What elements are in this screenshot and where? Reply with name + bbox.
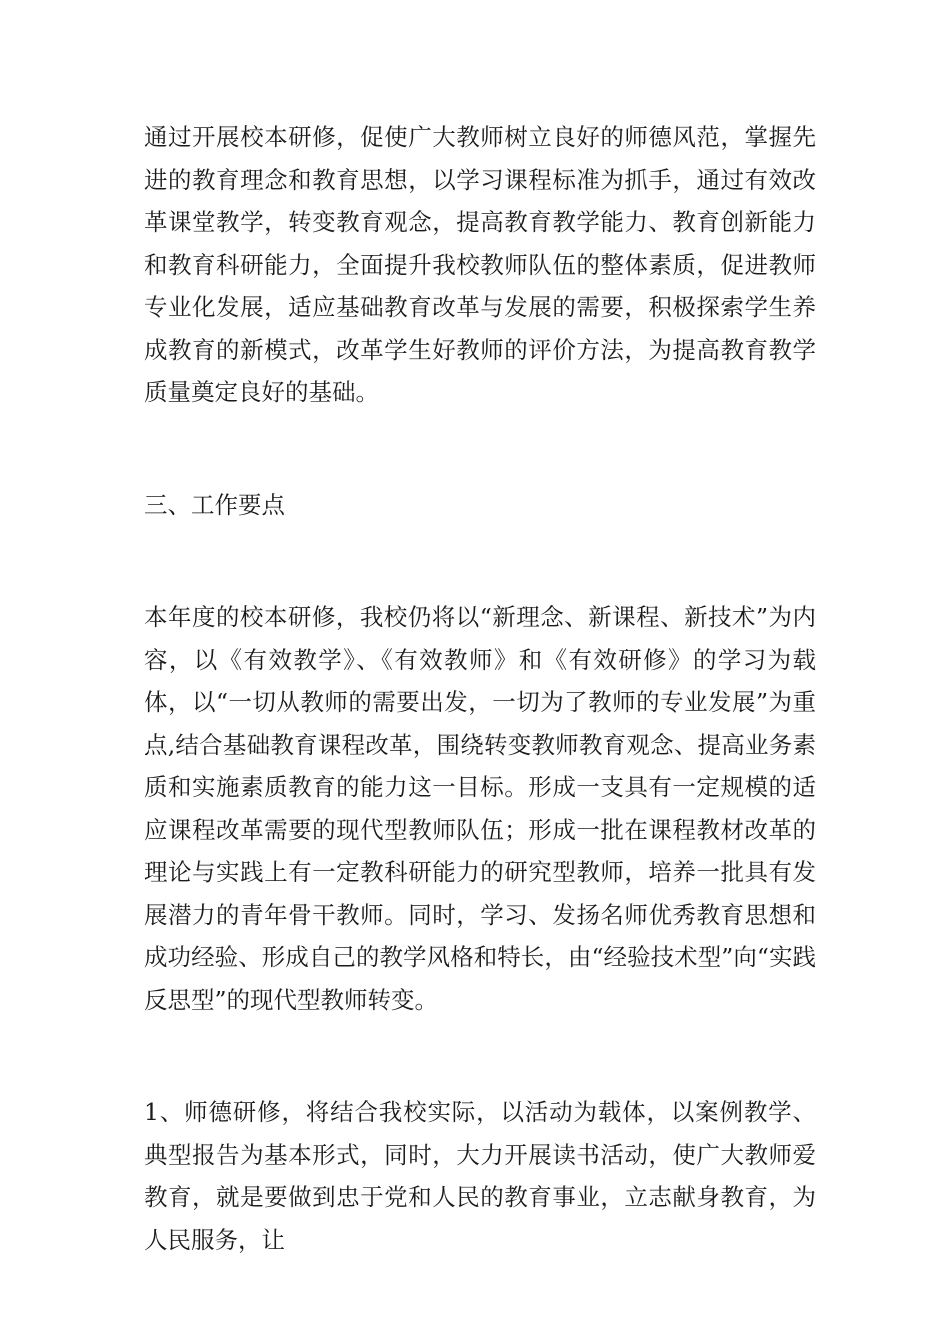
document-body (144, 116, 816, 1261)
paragraph-spacer (144, 1021, 816, 1091)
paragraph-spacer (144, 414, 816, 484)
paragraph-work-points: 本年度的校本研修，我校仍将以“新理念、新课程、新技术”为内容，以《有效教学》、《有效教师》和《有效研修》的学习为载体，以“一切从教师的需要出发，一切为了教师的专业发展”为重点,结合基础教育课程改革，围绕转变教师教育观念、提高业务素质和实施素质教育的能力这一目标。形成一支具有一定规模的适应课程改革需要的现代型教师队伍；形成一批在课程教材改革的理论与实践上有一定教科研能力的研究型教师，培养一批具有发展潜力的青年骨干教师。同时，学习、发扬名师优秀教育思想和成功经验、形成自己的教学风格和特长，由“经验技术型”向“实践反思型”的现代型教师转变。 (144, 603, 816, 1014)
paragraph-goals: 通过开展校本研修，促使广大教师树立良好的师德风范，掌握先进的教育理念和教育思想，以学习课程标准为抓手，通过有效改革课堂教学，转变教育观念，提高教育教学能力、教育创新能力和教育科研能力，全面提升我校教师队伍的整体素质，促进教师专业化发展，适应基础教育改革与发展的需要，积极探索学生养成教育的新模式，改革学生好教师的评价方法，为提高教育教学质量奠定良好的基础。 (144, 123, 816, 406)
paragraph-ethics-training: 1、师德研修，将结合我校实际，以活动为载体，以案例教学、典型报告为基本形式，同时，大力开展读书活动，使广大教师爱教育，就是要做到忠于党和人民的教育事业，立志献身教育，为人民服务，让 (144, 1098, 816, 1254)
paragraph-spacer (144, 526, 816, 596)
section-heading: 三、工作要点 (144, 490, 285, 519)
